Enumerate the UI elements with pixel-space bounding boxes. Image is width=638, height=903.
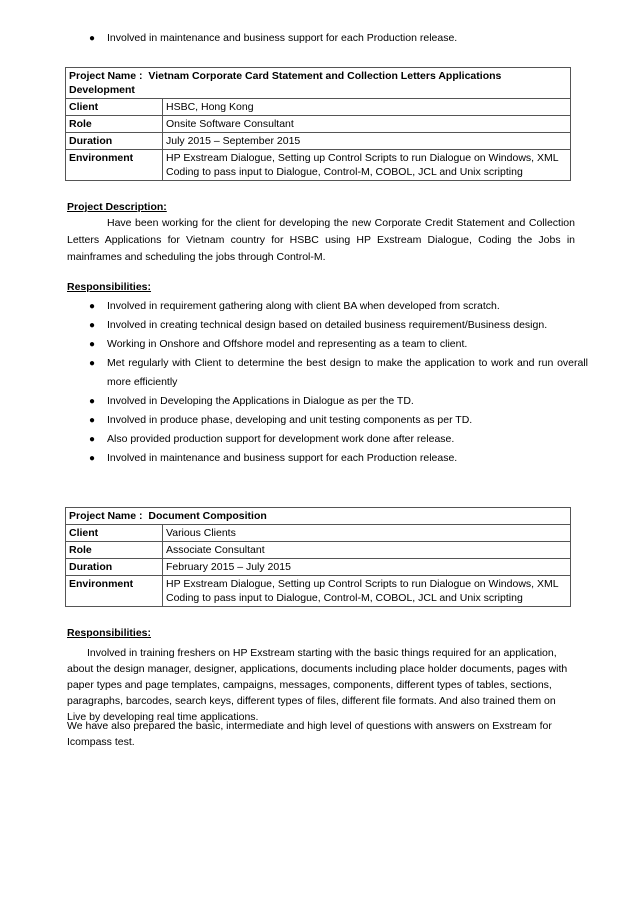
bullet-icon: ● <box>89 434 96 445</box>
project2-responsibilities-text: Involved in training freshers on HP Exstream starting with the basic things required for an application, about the design manager, designer, applications, documents including place holder documents, pages with paper types and page templates, campaigns, messages, components, different types of tables, sections, paragraphs, barcodes, search keys, different types of files, different file formats. And also trained them on Live by developing real time applications. <box>67 647 568 723</box>
list-item: ● Involved in creating technical design based on detailed business requirement/Business design. <box>83 316 588 335</box>
table-row: Environment HP Exstream Dialogue, Setting up Control Scripts to run Dialogue on Windows, XML Coding to pass input to Dialogue, Control-M, COBOL, JCL and Unix scripting <box>66 150 571 181</box>
table-row: Duration February 2015 – July 2015 <box>66 559 571 576</box>
list-item: ● Involved in requirement gathering along with client BA when developed from scratch. <box>83 297 588 316</box>
project1-name-cell: Project Name : Vietnam Corporate Card Statement and Collection Letters Applications Development <box>66 68 571 99</box>
project1-responsibilities-heading: Responsibilities: <box>67 281 152 293</box>
bullet-icon: ● <box>89 358 96 369</box>
project1-responsibilities-list <box>83 297 588 468</box>
project1-description: Have been working for the client for developing the new Corporate Credit Statement and Collection Letters Applications for Vietnam country for HSBC using HP Exstream Dialogue, Coding the Jobs in mainframes and scheduling the jobs through Control-M. <box>67 217 575 263</box>
table-row: Role Associate Consultant <box>66 542 571 559</box>
table-row: Duration July 2015 – September 2015 <box>66 133 571 150</box>
project2-table <box>65 507 571 607</box>
bullet-icon: ● <box>89 33 96 44</box>
table-row <box>66 508 571 525</box>
list-item: ● Involved in maintenance and business support for each Production release. <box>83 29 583 48</box>
table-row: Environment HP Exstream Dialogue, Setting up Control Scripts to run Dialogue on Windows, XML Coding to pass input to Dialogue, Control-M, COBOL, JCL and Unix scripting <box>66 576 571 607</box>
table-row: Client Various Clients <box>66 525 571 542</box>
bullet-icon: ● <box>89 320 96 331</box>
table-row: Role Onsite Software Consultant <box>66 116 571 133</box>
bullet-icon: ● <box>89 415 96 426</box>
project2-closing-text: We have also prepared the basic, intermediate and high level of questions with answers on Exstream for Icompass test. <box>67 720 552 748</box>
bullet-icon: ● <box>89 339 96 350</box>
list-item: ● Working in Onshore and Offshore model and representing as a team to client. <box>83 335 588 354</box>
list-item: ● Involved in Developing the Applications in Dialogue as per the TD. <box>83 392 588 411</box>
list-item: ● Involved in produce phase, developing and unit testing components as per TD. <box>83 411 588 430</box>
list-item: ● Also provided production support for development work done after release. <box>83 430 588 449</box>
table-row: Client HSBC, Hong Kong <box>66 99 571 116</box>
list-item: ● Met regularly with Client to determine the best design to make the application to work and run overall more efficiently <box>83 354 588 392</box>
bullet-icon: ● <box>89 396 96 407</box>
project1-description-heading: Project Description: <box>67 201 167 213</box>
bullet-icon: ● <box>89 453 96 464</box>
bullet-icon: ● <box>89 301 96 312</box>
table-row <box>66 68 571 99</box>
project2-name-cell: Project Name : Document Composition <box>66 508 571 525</box>
project2-responsibilities-heading: Responsibilities: <box>67 627 152 639</box>
project1-table <box>65 67 571 181</box>
top-bullet-list <box>83 29 583 48</box>
list-item: ● Involved in maintenance and business support for each Production release. <box>83 449 588 468</box>
